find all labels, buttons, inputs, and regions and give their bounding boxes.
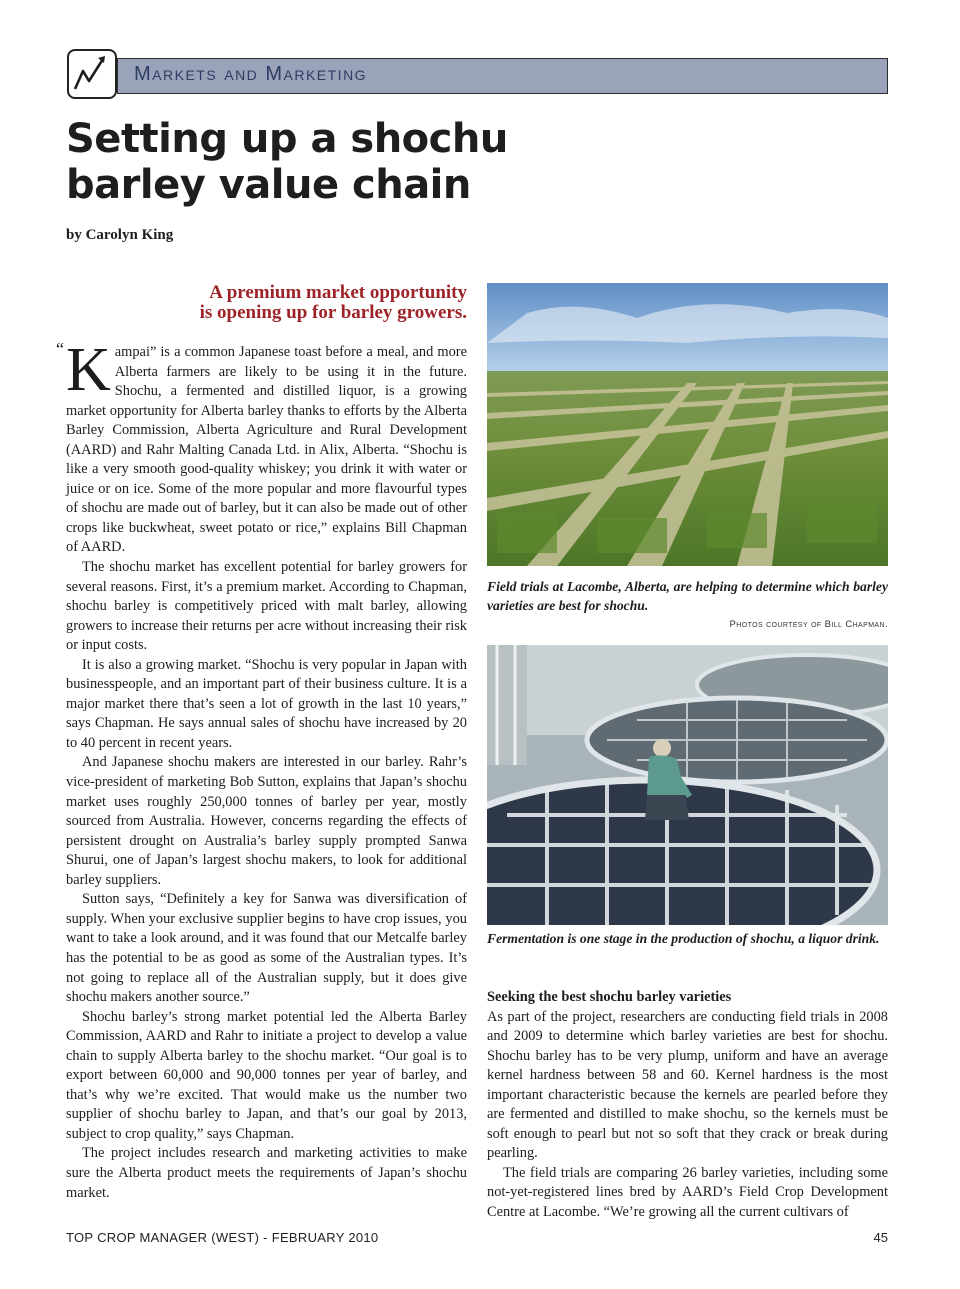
section-label: Markets and Marketing [134, 63, 368, 85]
body-column-left [56, 336, 467, 1203]
drop-cap: K [66, 336, 111, 404]
section-header-bar [117, 58, 888, 94]
page-number: 45 [873, 1230, 888, 1245]
paragraph: It is also a growing market. “Shochu is very popular in Japan with businesspeople, and an important part of their business culture. It is a major market there that’s seen a lot of growth in the last 10 years,” says Chapman. He says annual sales of shochu have increased by 20 to 40 percent in recent years. [66, 656, 467, 751]
photo-caption-2: Fermentation is one stage in the production of shochu, a liquor drink. [487, 931, 880, 946]
photo-caption-1: Field trials at Lacombe, Alberta, are helping to determine which barley varieties are best for shochu. [487, 579, 888, 613]
title-line-1: Setting up a shochu [66, 116, 508, 162]
title-line-2: barley value chain [66, 162, 471, 208]
article-title [66, 116, 626, 208]
field-trials-photo [487, 283, 888, 566]
paragraph: Sutton says, “Definitely a key for Sanwa was diversification of supply. When your exclusive supplier begins to have crop issues, you want to take a look around, and it was found that our Metcalfe barley has the potential to be as good as some of the Australian types. It’s not going to replace all of the Australian supply, but it does give shochu makers another source.” [66, 891, 467, 1006]
paragraph: Shochu barley’s strong market potential led the Alberta Barley Commission, AARD and Rahr to initiate a project to develop a value chain to supply Alberta barley to the shochu market. “Our goal is to export between 60,000 and 90,000 tonnes per year of barley, and that’s why we’re excited. That would make us the number two supplier of shochu barley to Japan, and that’s our goal by 2013, subject to crop quality,” says Chapman. [66, 1008, 467, 1142]
paragraph: The shochu market has excellent potential for barley growers for several reasons. First, it’s a premium market. According to Chapman, shochu barley is competitively priced with malt barley, allowing growers to increase their returns per acre without increasing their risk or input costs. [66, 559, 467, 654]
deck-line-2: is opening up for barley growers. [199, 302, 467, 323]
byline: by Carolyn King [66, 227, 174, 243]
paragraph-intro [56, 336, 467, 558]
section-logo [67, 49, 117, 99]
deck [66, 283, 467, 323]
intro-text: ampai” is a common Japanese toast before a meal, and more Alberta farmers are likely to be using it in the future. Shochu, a fermented and distilled liquor, is a growing market opportunity for Alberta barley thanks to efforts by the Alberta Barley Commission, Alberta Agriculture and Rural Development (AARD) and Rahr Malting Canada Ltd. in Alix, Alberta. “Shochu is like a very smooth good-quality whiskey; you drink it with water or juice or on ice. Some of the more popular and more flavourful types of shochu are made out of barley, but it can also be made out of other crops like buckwheat, sweet potato or rice,” explains Bill Chapman of AARD. [66, 344, 467, 556]
fermentation-photo [487, 645, 888, 925]
photo-credit: Photos courtesy of Bill Chapman. [729, 619, 888, 630]
drop-quote: “ [56, 339, 64, 359]
deck-line-1: A premium market opportunity [209, 282, 467, 303]
paragraph: As part of the project, researchers are conducting field trials in 2008 and 2009 to determine which barley varieties are best for shochu. Shochu barley has to be very plump, uniform and have an average kernel hardness between 58 and 60. Kernel hardness is the most important characteristic because the kernels are pearled before they are fermented and distilled to make shochu, so the kernels must be soft enough to pearl but not so soft that they crack or break during pearling. [487, 1008, 888, 1162]
trend-chart-icon [69, 51, 114, 96]
paragraph: The project includes research and marketing activities to make sure the Alberta product meets the requirements of Japan’s shochu market. [66, 1145, 467, 1201]
subhead: Seeking the best shochu barley varieties [487, 989, 732, 1005]
paragraph: And Japanese shochu makers are interested in our barley. Rahr’s vice-president of marketing Bob Sutton, explains that Japan’s shochu market uses roughly 250,000 tonnes of barley per year, mostly sourced from Australia. However, concerns regarding the effects of persistent drought on Australia’s barley supply prompted Sanwa Shurui, one of Japan’s largest shochu makers, to look for additional barley suppliers. [66, 754, 467, 888]
footer-publication: TOP CROP MANAGER (WEST) - FEBRUARY 2010 [66, 1230, 379, 1245]
body-column-right [487, 988, 888, 1223]
paragraph: The field trials are comparing 26 barley varieties, including some not-yet-registered lines bred by AARD’s Field Crop Development Centre at Lacombe. “We’re growing all the current cultivars of [487, 1164, 888, 1221]
